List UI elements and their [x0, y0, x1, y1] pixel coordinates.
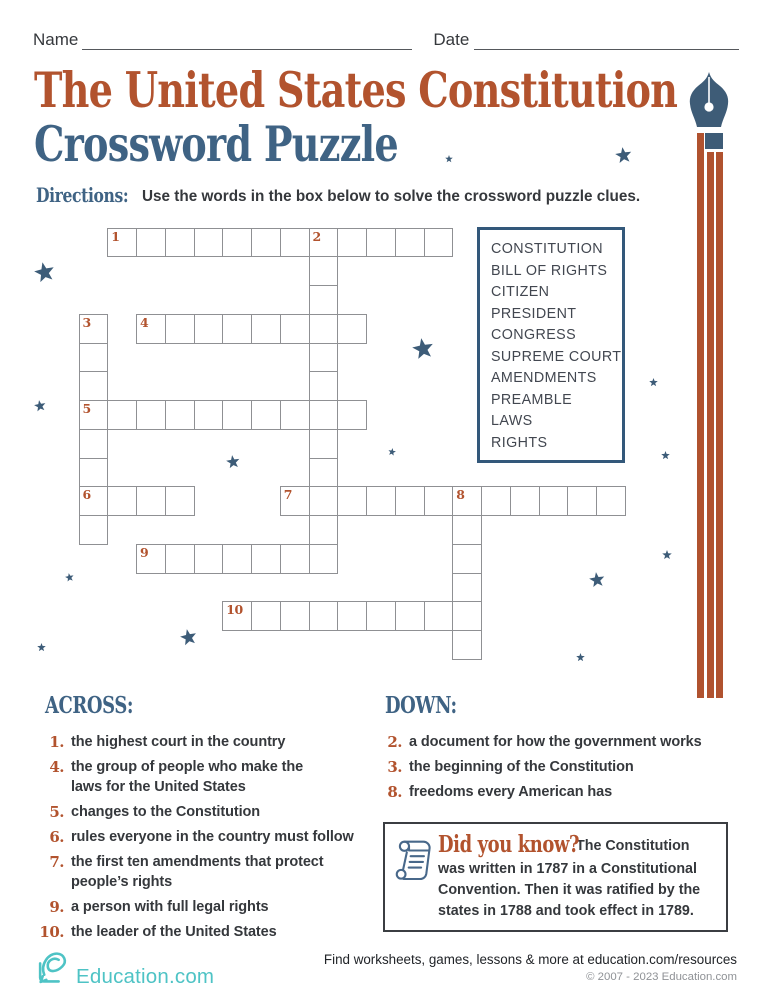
crossword-cell[interactable]: [510, 486, 540, 516]
crossword-cell[interactable]: [309, 515, 339, 545]
clue-item-text: rules everyone in the country must follow: [71, 829, 354, 845]
clue-item-text: changes to the Constitution: [71, 804, 261, 820]
crossword-cell[interactable]: [395, 486, 425, 516]
word-bank-item: AMENDMENTS: [491, 370, 597, 386]
star-icon: [662, 550, 672, 560]
crossword-cell[interactable]: [452, 515, 482, 545]
scroll-icon: [394, 837, 432, 883]
did-you-know-text: Did you know? The Constitution was written in 1787 in a Constitutional Convention. Then it was ratified by the states in 1788 and took effect in 1789.: [438, 831, 701, 919]
crossword-cell[interactable]: [337, 601, 367, 631]
clue-item: [38, 802, 378, 822]
clue-item-number: 2.: [387, 733, 402, 751]
did-you-know-heading: Did you know?: [438, 831, 580, 858]
crossword-cell[interactable]: [251, 228, 281, 258]
crossword-cell[interactable]: [452, 630, 482, 660]
crossword-cell[interactable]: [222, 544, 252, 574]
crossword-cell[interactable]: [366, 601, 396, 631]
star-icon: [649, 378, 658, 387]
crossword-cell[interactable]: [136, 228, 166, 258]
page-title-line1: The United States Constitution: [34, 61, 678, 119]
crossword-cell[interactable]: [280, 601, 310, 631]
clue-item-number: 7.: [49, 853, 64, 871]
did-you-know-box: [383, 822, 728, 932]
crossword-cell[interactable]: [251, 400, 281, 430]
clue-item-number: 3.: [387, 758, 402, 776]
crossword-cell[interactable]: [280, 544, 310, 574]
crossword-cell[interactable]: [107, 400, 137, 430]
crossword-cell[interactable]: [337, 228, 367, 258]
directions-text: Use the words in the box below to solve the crossword puzzle clues.: [142, 188, 641, 205]
star-icon: [445, 155, 453, 163]
clue-item-number: 6.: [49, 828, 64, 846]
crossword-cell[interactable]: [280, 314, 310, 344]
crossword-cell[interactable]: [424, 228, 454, 258]
word-bank-list: [480, 239, 622, 454]
flag-stripe: [716, 152, 723, 698]
clue-number: 4: [140, 314, 149, 330]
crossword-cell[interactable]: [309, 601, 339, 631]
crossword-cell[interactable]: [337, 314, 367, 344]
crossword-cell[interactable]: [337, 486, 367, 516]
clue-item-text: the first ten amendments that protect people’s rights: [71, 854, 324, 890]
crossword-cell[interactable]: [79, 429, 109, 459]
crossword-cell[interactable]: [309, 429, 339, 459]
clue-item-number: 9.: [49, 898, 64, 916]
star-icon: [64, 572, 74, 582]
star-icon: [613, 145, 632, 163]
clue-item: [384, 757, 724, 777]
word-bank-item: LAWS: [491, 413, 533, 429]
crossword-cell[interactable]: [395, 601, 425, 631]
education-logo-icon: [35, 948, 72, 985]
crossword-cell[interactable]: [79, 343, 109, 373]
crossword-cell[interactable]: [452, 601, 482, 631]
crossword-cell[interactable]: [366, 486, 396, 516]
clue-number: 5: [82, 401, 91, 416]
flag-square-decoration: [705, 133, 723, 149]
crossword-cell[interactable]: [309, 343, 339, 373]
crossword-cell[interactable]: [366, 228, 396, 258]
name-line[interactable]: [82, 32, 412, 50]
directions: [36, 183, 640, 207]
clue-item-number: 8.: [387, 783, 402, 801]
crossword-cell[interactable]: [596, 486, 626, 516]
clue-item-text: freedoms every American has: [409, 784, 613, 800]
crossword-cell[interactable]: [194, 544, 224, 574]
crossword-cell[interactable]: [136, 486, 166, 516]
star-icon: [37, 643, 46, 652]
crossword-cell[interactable]: [481, 486, 511, 516]
clue-item-text: the leader of the United States: [71, 924, 277, 940]
footer-info: [324, 952, 737, 983]
clue-item: [384, 782, 724, 802]
clue-item-number: 1.: [49, 733, 64, 751]
education-brand-text[interactable]: Education.com: [76, 965, 215, 988]
crossword-cell[interactable]: [309, 371, 339, 401]
crossword-cell[interactable]: [567, 486, 597, 516]
crossword-cell[interactable]: [251, 314, 281, 344]
star-icon: [410, 336, 435, 360]
word-bank-item: RIGHTS: [491, 434, 548, 451]
flag-stripe: [707, 152, 714, 698]
star-icon: [178, 627, 198, 646]
star-icon: [588, 571, 606, 588]
clue-number: 7: [283, 487, 292, 503]
crossword-cell[interactable]: [222, 314, 252, 344]
crossword-cell[interactable]: [165, 228, 195, 258]
crossword-cell[interactable]: [79, 371, 109, 401]
crossword-cell[interactable]: [309, 314, 339, 344]
clue-item-number: 4.: [49, 758, 64, 776]
crossword-cell[interactable]: [309, 285, 339, 315]
date-label: Date: [433, 30, 470, 49]
crossword-cell[interactable]: [280, 400, 310, 430]
word-bank-item: CITIZEN: [491, 284, 550, 300]
crossword-cell[interactable]: [222, 400, 252, 430]
crossword-cell[interactable]: [194, 400, 224, 430]
clue-number: 9: [140, 544, 149, 560]
directions-label: Directions:: [36, 183, 129, 207]
star-icon: [33, 399, 47, 412]
word-bank-item: CONGRESS: [491, 327, 577, 343]
down-clue-list: [384, 732, 724, 802]
page-title-line2: Crossword Puzzle: [34, 114, 398, 173]
name-date-row: [33, 30, 739, 50]
crossword-cell[interactable]: [280, 228, 310, 258]
crossword-cell[interactable]: [337, 400, 367, 430]
crossword-cell[interactable]: [309, 400, 339, 430]
word-bank-item: BILL OF RIGHTS: [491, 262, 608, 279]
clue-number: 6: [82, 487, 91, 503]
clue-item: [38, 852, 378, 892]
clue-item: [38, 897, 378, 917]
word-bank-item: PREAMBLE: [491, 391, 573, 408]
star-icon: [661, 451, 670, 460]
pen-nib-icon: [687, 71, 731, 129]
crossword-cell[interactable]: [309, 544, 339, 574]
crossword-cell[interactable]: [165, 486, 195, 516]
name-label: Name: [33, 30, 79, 49]
crossword-cell[interactable]: [395, 228, 425, 258]
crossword-cell[interactable]: [251, 544, 281, 574]
crossword-cell[interactable]: [222, 228, 252, 258]
page-title: [34, 61, 768, 173]
word-bank-item: SUPREME COURT: [491, 348, 622, 365]
crossword-cell[interactable]: [194, 314, 224, 344]
crossword-cell[interactable]: [309, 256, 339, 286]
crossword-cell[interactable]: [309, 486, 339, 516]
clue-item: [384, 732, 724, 752]
crossword-cell[interactable]: [452, 544, 482, 574]
clue-item: [38, 827, 378, 847]
crossword-cell[interactable]: [452, 573, 482, 603]
date-line[interactable]: [474, 32, 739, 50]
clue-item-text: a document for how the government works: [409, 734, 702, 750]
star-icon: [576, 653, 585, 662]
footer-resources-text: Find worksheets, games, lessons & more at education.com/resources: [323, 952, 737, 967]
clue-item-number: 5.: [49, 803, 64, 821]
word-bank-box: [477, 227, 625, 463]
crossword-cell[interactable]: [79, 515, 109, 545]
clue-number: 2: [312, 228, 321, 244]
crossword-cell[interactable]: [424, 601, 454, 631]
clue-number: 8: [456, 487, 465, 503]
clue-item-text: a person with full legal rights: [71, 899, 269, 915]
crossword-cell[interactable]: [309, 458, 339, 488]
word-bank-item: PRESIDENT: [491, 305, 577, 322]
crossword-cell[interactable]: [165, 314, 195, 344]
down-heading: DOWN:: [385, 692, 457, 719]
flag-stripe: [697, 133, 704, 698]
clue-number: 1: [111, 228, 120, 244]
clue-item-text: the group of people who make the laws for the United States: [71, 759, 304, 795]
crossword-cell[interactable]: [136, 400, 166, 430]
crossword-cell[interactable]: [251, 601, 281, 631]
clue-number: 3: [82, 314, 91, 330]
clue-number: 10: [226, 602, 243, 618]
crossword-cell[interactable]: [194, 228, 224, 258]
crossword-cell[interactable]: [79, 458, 109, 488]
clue-item: [38, 732, 378, 752]
clue-item-text: the beginning of the Constitution: [409, 759, 634, 775]
clue-item-number: 10.: [39, 923, 64, 941]
crossword-cell[interactable]: [539, 486, 569, 516]
across-clue-list: [38, 732, 378, 942]
star-icon: [225, 454, 241, 469]
clue-item: [38, 757, 378, 797]
footer-copyright: © 2007 - 2023 Education.com: [586, 971, 737, 983]
clue-item: [38, 922, 378, 942]
crossword-cell[interactable]: [165, 400, 195, 430]
clue-item-text: the highest court in the country: [71, 734, 286, 750]
down-clues-section: [384, 692, 724, 807]
star-icon: [387, 447, 396, 456]
across-clues-section: [38, 692, 378, 947]
crossword-cell[interactable]: [424, 486, 454, 516]
crossword-cell[interactable]: [107, 486, 137, 516]
word-bank-item: CONSTITUTION: [491, 241, 604, 257]
star-icon: [32, 260, 57, 284]
crossword-cell[interactable]: [165, 544, 195, 574]
across-heading: ACROSS:: [45, 692, 134, 719]
